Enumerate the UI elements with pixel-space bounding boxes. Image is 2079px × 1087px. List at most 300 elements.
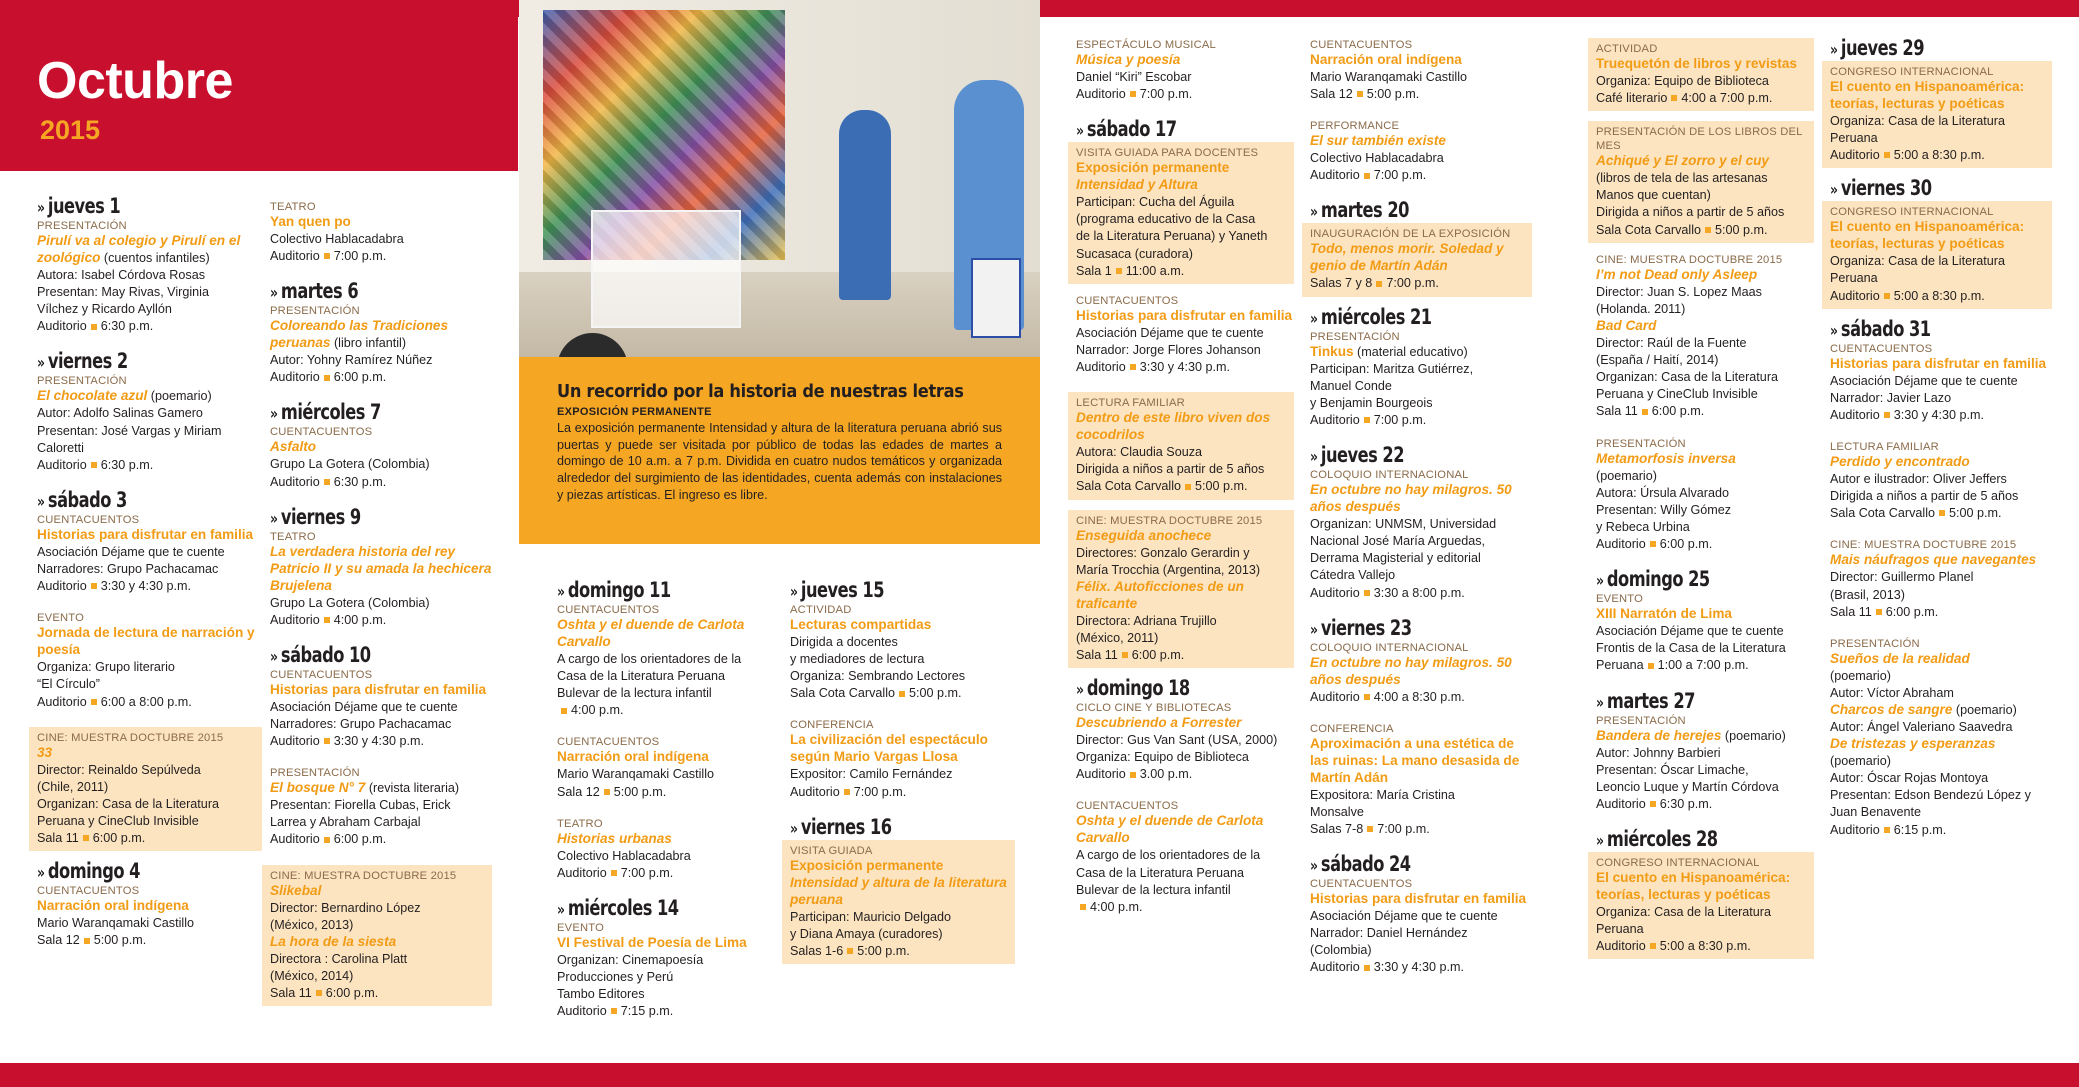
- separator-square-icon: [91, 583, 97, 589]
- day-heading: [1596, 688, 1783, 713]
- event-time: 7:00 p.m.: [1373, 168, 1427, 183]
- schedule-column-2: [270, 200, 492, 1016]
- separator-square-icon: [611, 1008, 617, 1014]
- event-title-text: Sueños de la realidad: [1830, 650, 1970, 666]
- event-title-text: Todo, menos morir. Soledad y genio de Martín Adán: [1310, 241, 1504, 274]
- event-venue: Auditorio: [270, 249, 320, 264]
- event-entry: [1310, 641, 1532, 706]
- event-category: VISITA GUIADA PARA DOCENTES: [1076, 147, 1259, 160]
- day-heading: [270, 642, 461, 667]
- schedule-column-6: [1310, 38, 1532, 993]
- year-label: 2015: [40, 115, 101, 145]
- event-venue: Salas 1-6: [790, 943, 844, 958]
- event-venue: Auditorio: [270, 612, 320, 627]
- event-venue: Salas 7-8: [1310, 821, 1364, 836]
- event-category: CINE: MUESTRA DOCTUBRE 2015: [1596, 253, 1783, 266]
- event-venue-time: [557, 702, 762, 719]
- event-venue-time: [1596, 796, 1814, 813]
- event-time: 4:00 p.m.: [333, 612, 387, 627]
- event-time: 6:00 p.m.: [333, 370, 387, 385]
- event-category: PRESENTACIÓN: [270, 767, 360, 780]
- event-title: [1830, 702, 2052, 719]
- day-heading: [37, 196, 231, 217]
- event-category: ACTIVIDAD: [790, 604, 852, 616]
- separator-square-icon: [1671, 95, 1677, 101]
- event-venue: Sala Cota Carvallo: [1596, 222, 1701, 237]
- event-detail: (Colombia): [1310, 943, 1372, 958]
- event-detail: Narradores: Grupo Pachacamac: [37, 562, 219, 577]
- event-category: CUENTACUENTOS: [1076, 294, 1179, 307]
- event-category: CINE: MUESTRA DOCTUBRE 2015: [37, 731, 224, 744]
- event-venue: Auditorio: [270, 832, 320, 847]
- event-title: [1310, 241, 1524, 275]
- event-detail: Organiza: Casa de la Literatura: [1830, 113, 2006, 128]
- event-title-text: Coloreando las Tradiciones peruanas: [270, 318, 449, 351]
- event-venue-time: [1596, 938, 1806, 955]
- day-arrow-icon: »: [270, 508, 278, 528]
- day-arrow-icon: »: [1830, 320, 1838, 340]
- event-detail: Mario Waranqamaki Castillo: [37, 916, 195, 931]
- event-title-text: Dentro de este libro viven dos cocodrilos: [1076, 410, 1271, 443]
- separator-square-icon: [324, 479, 330, 485]
- day-label: sábado 31: [1840, 316, 1931, 341]
- event-title-text: Descubriendo a Forrester: [1076, 715, 1242, 731]
- event-title-text: Achiqué y El zorro y el cuy: [1596, 153, 1769, 169]
- separator-square-icon: [324, 738, 330, 744]
- event-venue-time: [1310, 959, 1532, 976]
- event-detail: Autor: Víctor Abraham: [1830, 685, 1954, 700]
- event-detail: Peruana y CineClub Invisible: [1596, 387, 1758, 402]
- event-entry: [270, 304, 492, 386]
- event-title-suffix: (libro infantil): [330, 336, 407, 351]
- event-time: 5:00 p.m.: [613, 784, 667, 799]
- event-entry: [557, 735, 762, 800]
- separator-square-icon: [844, 789, 850, 795]
- day-arrow-icon: »: [1596, 831, 1604, 851]
- separator-square-icon: [1367, 826, 1373, 832]
- event-detail: Autora: Claudia Souza: [1076, 445, 1203, 460]
- event-category: PRESENTACIÓN: [1830, 637, 1920, 650]
- separator-square-icon: [1364, 173, 1370, 179]
- separator-square-icon: [91, 699, 97, 705]
- event-title-suffix: (poemario): [147, 389, 212, 404]
- event-title: [1076, 308, 1294, 325]
- event-detail: Organizan: UNMSM, Universidad: [1310, 517, 1497, 532]
- event-entry: [1588, 121, 1814, 242]
- event-title: [1596, 451, 1814, 468]
- event-venue-time: [1310, 689, 1532, 706]
- day-arrow-icon: »: [1310, 856, 1318, 876]
- separator-square-icon: [611, 870, 617, 876]
- event-title: [1076, 177, 1286, 194]
- event-detail: (España / Haití, 2014): [1596, 353, 1719, 368]
- event-detail: A cargo de los orientadores de la: [557, 651, 742, 666]
- event-detail: Larrea y Abraham Carbajal: [270, 815, 421, 830]
- event-category: PRESENTACIÓN: [37, 220, 127, 232]
- event-venue: Sala Cota Carvallo: [1830, 506, 1935, 521]
- event-venue: Auditorio: [1596, 939, 1646, 954]
- event-entry: [557, 603, 762, 719]
- event-title: [270, 883, 484, 900]
- day-label: sábado 24: [1320, 852, 1411, 877]
- event-category: CUENTACUENTOS: [557, 604, 660, 616]
- event-time: 11:00 a.m.: [1125, 263, 1185, 278]
- event-detail: Asociación Déjame que te cuente: [1596, 624, 1784, 639]
- event-time: 3:30 a 8:00 p.m.: [1373, 585, 1465, 600]
- event-entry: [1830, 440, 2052, 522]
- event-detail: y Rebeca Urbina: [1596, 519, 1690, 534]
- event-venue: Café literario: [1596, 91, 1668, 106]
- event-category: CINE: MUESTRA DOCTUBRE 2015: [1076, 514, 1263, 527]
- event-detail: Casa de la Literatura Peruana: [1076, 865, 1245, 880]
- event-title-text: Exposición permanente: [790, 857, 944, 873]
- schedule-column-5: [1076, 38, 1294, 932]
- event-title-text: La hora de la siesta: [270, 933, 397, 949]
- day-heading: [1310, 200, 1501, 221]
- day-arrow-icon: »: [790, 818, 798, 838]
- event-venue-time: [1310, 585, 1532, 602]
- event-detail: y mediadores de lectura: [790, 652, 925, 667]
- event-time: 6:00 a 8:00 p.m.: [100, 694, 192, 709]
- day-heading: [270, 504, 461, 529]
- separator-square-icon: [91, 462, 97, 468]
- day-arrow-icon: »: [270, 283, 278, 303]
- event-time: 3:30 y 4:30 p.m.: [1893, 407, 1985, 422]
- event-venue: Sala Cota Carvallo: [1076, 479, 1181, 494]
- separator-square-icon: [899, 691, 905, 697]
- event-title-suffix: (revista literaria): [365, 781, 460, 796]
- event-category: CICLO CINE Y BIBLIOTECAS: [1076, 702, 1232, 715]
- event-title-text: Oshta y el duende de Carlota Carvallo: [1076, 813, 1264, 846]
- event-time: 5:00 p.m.: [857, 943, 910, 958]
- event-title-text: Exposición permanente: [1076, 160, 1230, 176]
- separator-square-icon: [1130, 364, 1136, 370]
- event-title: [1076, 813, 1294, 847]
- separator-square-icon: [324, 617, 330, 623]
- event-venue: Auditorio: [557, 865, 607, 880]
- event-venue: Sala 11: [270, 986, 312, 1001]
- event-title: [1830, 79, 2044, 113]
- event-entry: [262, 865, 492, 1007]
- day-label: viernes 16: [800, 814, 892, 839]
- event-venue-time: [37, 578, 262, 595]
- event-detail: Organizan: Cinemapoesía: [557, 952, 704, 967]
- event-detail: Organizan: Casa de la Literatura: [37, 796, 220, 811]
- day-arrow-icon: »: [1596, 692, 1604, 712]
- event-detail: Narrador: Jorge Flores Johanson: [1076, 342, 1261, 357]
- event-time: 6:00 p.m.: [1651, 404, 1705, 419]
- event-title: [1310, 133, 1532, 150]
- event-detail: Dirigida a niños a partir de 5 años: [1076, 462, 1265, 477]
- day-label: miércoles 21: [1320, 304, 1432, 329]
- event-time: 6:00 p.m.: [1885, 604, 1939, 619]
- day-arrow-icon: »: [37, 491, 45, 511]
- event-detail: Presentan: Willy Gómez: [1596, 502, 1732, 517]
- event-category: INAUGURACIÓN DE LA EXPOSICIÓN: [1310, 228, 1511, 241]
- event-venue: Auditorio: [1830, 148, 1880, 163]
- event-detail: Directora: Adriana Trujillo: [1076, 613, 1217, 628]
- feature-title: Un recorrido por la historia de nuestras letras: [557, 381, 964, 402]
- event-detail: Organiza: Casa de la Literatura: [1830, 254, 2006, 269]
- event-venue-time: [790, 685, 1015, 702]
- event-venue: Auditorio: [1076, 767, 1126, 782]
- blue-figure: [839, 110, 891, 300]
- event-entry: [1302, 223, 1532, 296]
- separator-square-icon: [1648, 663, 1654, 669]
- separator-square-icon: [1116, 268, 1122, 274]
- event-venue-time: [270, 733, 492, 750]
- event-time: 5:00 p.m.: [1715, 222, 1768, 237]
- event-entry: [1068, 142, 1294, 284]
- event-title: [1830, 454, 2052, 471]
- event-title-text: La verdadera historia del rey Patricio II y su amada la hechicera Brujelena: [270, 543, 492, 593]
- day-heading: [1596, 829, 1783, 850]
- event-venue: Auditorio: [37, 694, 87, 709]
- event-entry: [270, 766, 492, 848]
- day-heading: [557, 580, 733, 601]
- separator-square-icon: [324, 253, 330, 259]
- event-venue-time: [1830, 505, 2052, 522]
- event-title: [557, 617, 762, 651]
- event-venue: Auditorio: [1830, 822, 1880, 837]
- event-time: 5:00 a 8:30 p.m.: [1893, 148, 1985, 163]
- event-venue: Auditorio: [270, 734, 320, 749]
- event-category: CUENTACUENTOS: [270, 668, 373, 681]
- event-detail: Asociación Déjame que te cuente: [37, 544, 225, 559]
- event-venue: Auditorio: [1076, 360, 1126, 375]
- event-entry: [37, 374, 262, 473]
- separator-square-icon: [1130, 91, 1136, 97]
- event-category: CONGRESO INTERNACIONAL: [1596, 857, 1760, 870]
- event-venue-time: [557, 865, 762, 882]
- event-venue: Auditorio: [1830, 288, 1880, 303]
- day-heading: [270, 402, 461, 423]
- event-venue: Salas 7 y 8: [1310, 276, 1373, 291]
- day-label: jueves 15: [800, 578, 884, 602]
- event-venue-time: [1076, 478, 1286, 495]
- event-title-text: Música y poesía: [1076, 52, 1181, 67]
- event-detail: Directora : Carolina Platt: [270, 951, 408, 966]
- day-heading: [1076, 119, 1263, 140]
- event-category: CUENTACUENTOS: [557, 736, 660, 749]
- event-detail: Organiza: Casa de la Literatura: [1596, 904, 1772, 919]
- event-category: CONGRESO INTERNACIONAL: [1830, 206, 1994, 219]
- event-detail: Autor: Yohny Ramírez Núñez: [270, 353, 433, 368]
- event-title-text: Truequetón de libros y revistas: [1596, 56, 1797, 71]
- day-arrow-icon: »: [557, 582, 565, 601]
- day-arrow-icon: »: [270, 646, 278, 666]
- event-title-text: Slikebal: [270, 882, 322, 898]
- feature-box: [519, 357, 1040, 544]
- event-venue-time: [1310, 275, 1524, 292]
- display-case: [591, 210, 741, 328]
- bottom-red-band: [0, 1063, 2079, 1087]
- day-arrow-icon: »: [1310, 447, 1318, 467]
- event-venue: Auditorio: [270, 370, 320, 385]
- event-entry: [1076, 38, 1294, 103]
- event-detail: de la Literatura Peruana) y Yaneth: [1076, 229, 1268, 244]
- day-heading: [557, 895, 733, 920]
- schedule-column-7: [1596, 38, 1814, 969]
- day-label: martes 20: [1320, 198, 1409, 223]
- event-title-text: Narración oral indígena: [1310, 52, 1462, 67]
- event-title-suffix: (poemario): [1721, 728, 1786, 743]
- separator-square-icon: [1642, 409, 1648, 415]
- day-label: martes 27: [1606, 688, 1695, 713]
- event-title: [37, 527, 262, 544]
- event-entry: [557, 817, 762, 882]
- day-arrow-icon: »: [37, 863, 45, 883]
- event-venue-time: [1310, 821, 1532, 838]
- event-category: LECTURA FAMILIAR: [1830, 441, 1939, 454]
- event-category: TEATRO: [270, 201, 316, 213]
- event-detail: Autor e ilustrador: Oliver Jeffers: [1830, 472, 2007, 487]
- day-arrow-icon: »: [1830, 180, 1838, 200]
- event-title-suffix: (cuentos infantiles): [100, 250, 210, 265]
- event-entry: [790, 718, 1015, 800]
- event-entry: [270, 530, 492, 629]
- event-title-suffix: (poemario): [1952, 703, 2017, 717]
- day-label: viernes 30: [1840, 176, 1932, 201]
- day-label: martes 6: [280, 279, 359, 304]
- event-title-text: Narración oral indígena: [37, 898, 189, 914]
- event-category: CUENTACUENTOS: [1830, 342, 1933, 355]
- event-venue: Sala 12: [37, 933, 80, 948]
- event-detail: Asociación Déjame que te cuente: [1076, 325, 1264, 340]
- event-venue: Sala 12: [1310, 87, 1353, 102]
- day-arrow-icon: »: [1596, 571, 1604, 591]
- event-detail: Director: Juan S. Lopez Maas: [1596, 284, 1762, 299]
- event-title-suffix: (material educativo): [1353, 344, 1468, 359]
- event-title-text: 33: [37, 744, 53, 760]
- event-venue-time: [1596, 90, 1806, 107]
- day-arrow-icon: »: [1310, 308, 1318, 328]
- event-detail: Colectivo Hablacadabra: [1310, 151, 1444, 166]
- event-category: EVENTO: [557, 921, 604, 934]
- event-title-text: Enseguida anochece: [1076, 527, 1212, 543]
- event-venue: Auditorio: [270, 474, 320, 489]
- event-time: 4:00 p.m.: [1090, 899, 1143, 914]
- event-detail: Presentan: Edson Bendezú López y: [1830, 788, 2031, 803]
- event-detail: Monsalve: [1310, 804, 1364, 819]
- event-venue-time: [270, 831, 492, 848]
- day-arrow-icon: »: [1310, 619, 1318, 639]
- separator-square-icon: [1080, 904, 1086, 910]
- event-entry: [1310, 722, 1532, 838]
- event-venue: Sala 11: [37, 831, 79, 846]
- event-title-text: Bad Card: [1596, 317, 1657, 333]
- event-category: PERFORMANCE: [1310, 120, 1400, 133]
- event-venue: Auditorio: [1076, 87, 1126, 102]
- event-entry: [1830, 538, 2052, 620]
- event-detail: Tambo Editores: [557, 987, 645, 1002]
- schedule-column-1: [37, 196, 262, 966]
- day-heading: [1310, 615, 1501, 640]
- event-detail: Grupo La Gotera (Colombia): [270, 595, 430, 610]
- event-detail: (Holanda. 2011): [1596, 301, 1686, 316]
- event-detail: Mario Waranqamaki Castillo: [557, 767, 715, 782]
- pedestal: [971, 258, 1021, 338]
- event-time: 4:00 p.m.: [571, 703, 624, 718]
- event-venue-time: [1310, 412, 1532, 429]
- event-detail: Nacional José María Arguedas,: [1310, 534, 1486, 549]
- day-label: viernes 23: [1320, 615, 1412, 640]
- event-title-text: Yan quen po: [270, 214, 351, 229]
- event-title-text: Tinkus: [1310, 343, 1354, 359]
- day-label: domingo 11: [567, 578, 671, 602]
- event-detail: Frontis de la Casa de la Literatura: [1596, 641, 1786, 656]
- event-venue-time: [790, 943, 1007, 960]
- event-entry: [1596, 714, 1814, 813]
- event-time: 6:30 p.m.: [100, 319, 154, 334]
- day-heading: [1830, 38, 2021, 59]
- day-heading: [1830, 178, 2021, 199]
- event-title-text: El cuento en Hispanoamérica: teorías, lecturas y poéticas: [1596, 870, 1791, 902]
- event-entry: [1076, 799, 1294, 915]
- event-venue: Auditorio: [1830, 407, 1880, 422]
- event-detail: Peruana y CineClub Invisible: [37, 814, 199, 829]
- day-heading: [37, 487, 231, 512]
- event-category: COLOQUIO INTERNACIONAL: [1310, 641, 1469, 654]
- event-detail: Narrador: Daniel Hernández: [1310, 926, 1468, 941]
- event-category: PRESENTACIÓN: [37, 375, 127, 388]
- event-title: [557, 935, 762, 952]
- event-time: 5:00 a 8:30 p.m.: [1893, 288, 1985, 303]
- event-title-text: Perdido y encontrado: [1830, 454, 1970, 470]
- event-title-text: Oshta y el duende de Carlota Carvallo: [557, 617, 745, 649]
- event-detail: Caloretti: [37, 440, 84, 455]
- event-title: [37, 745, 254, 762]
- event-title: [1596, 153, 1806, 170]
- event-time: 5:00 a 8:30 p.m.: [1659, 939, 1751, 954]
- event-entry: [790, 603, 1015, 702]
- event-detail: Organiza: Equipo de Biblioteca: [1076, 750, 1249, 765]
- event-time: 7:00 p.m.: [620, 865, 674, 880]
- event-detail: Presentan: José Vargas y Miriam: [37, 423, 222, 438]
- event-detail: Producciones y Perú: [557, 970, 674, 985]
- event-title: [1596, 318, 1814, 335]
- separator-square-icon: [83, 835, 89, 841]
- event-entry: [1068, 510, 1294, 669]
- event-category: CUENTACUENTOS: [270, 426, 373, 439]
- event-title: [1076, 52, 1294, 69]
- event-entry: [1310, 877, 1532, 976]
- event-detail: María Trocchia (Argentina, 2013): [1076, 562, 1261, 577]
- event-detail: Directores: Gonzalo Gerardin y: [1076, 545, 1250, 560]
- day-heading: [790, 814, 984, 839]
- event-title: [790, 732, 1015, 766]
- event-title: [1076, 528, 1286, 545]
- event-title-text: Bandera de herejes: [1596, 727, 1722, 743]
- event-category: CONFERENCIA: [790, 719, 874, 732]
- schedule-column-3: [557, 580, 762, 1036]
- event-detail: Autora: Úrsula Alvarado: [1596, 485, 1730, 500]
- event-entry: [782, 840, 1015, 964]
- event-title: [1596, 870, 1806, 904]
- event-entry: [1830, 342, 2052, 424]
- event-entry: [1310, 468, 1532, 602]
- event-venue: Sala 12: [557, 784, 600, 799]
- day-arrow-icon: »: [1076, 121, 1084, 141]
- separator-square-icon: [1884, 152, 1890, 158]
- event-detail: Director: Gus Van Sant (USA, 2000): [1076, 733, 1278, 748]
- event-detail: Autor: Óscar Rojas Montoya: [1830, 771, 1989, 786]
- event-title-text: Narración oral indígena: [557, 749, 709, 765]
- day-heading: [1076, 678, 1263, 699]
- event-category: ACTIVIDAD: [1596, 43, 1658, 55]
- event-time: 1:00 a 7:00 p.m.: [1657, 658, 1749, 673]
- event-title-text: I’m not Dead only Asleep: [1596, 266, 1758, 282]
